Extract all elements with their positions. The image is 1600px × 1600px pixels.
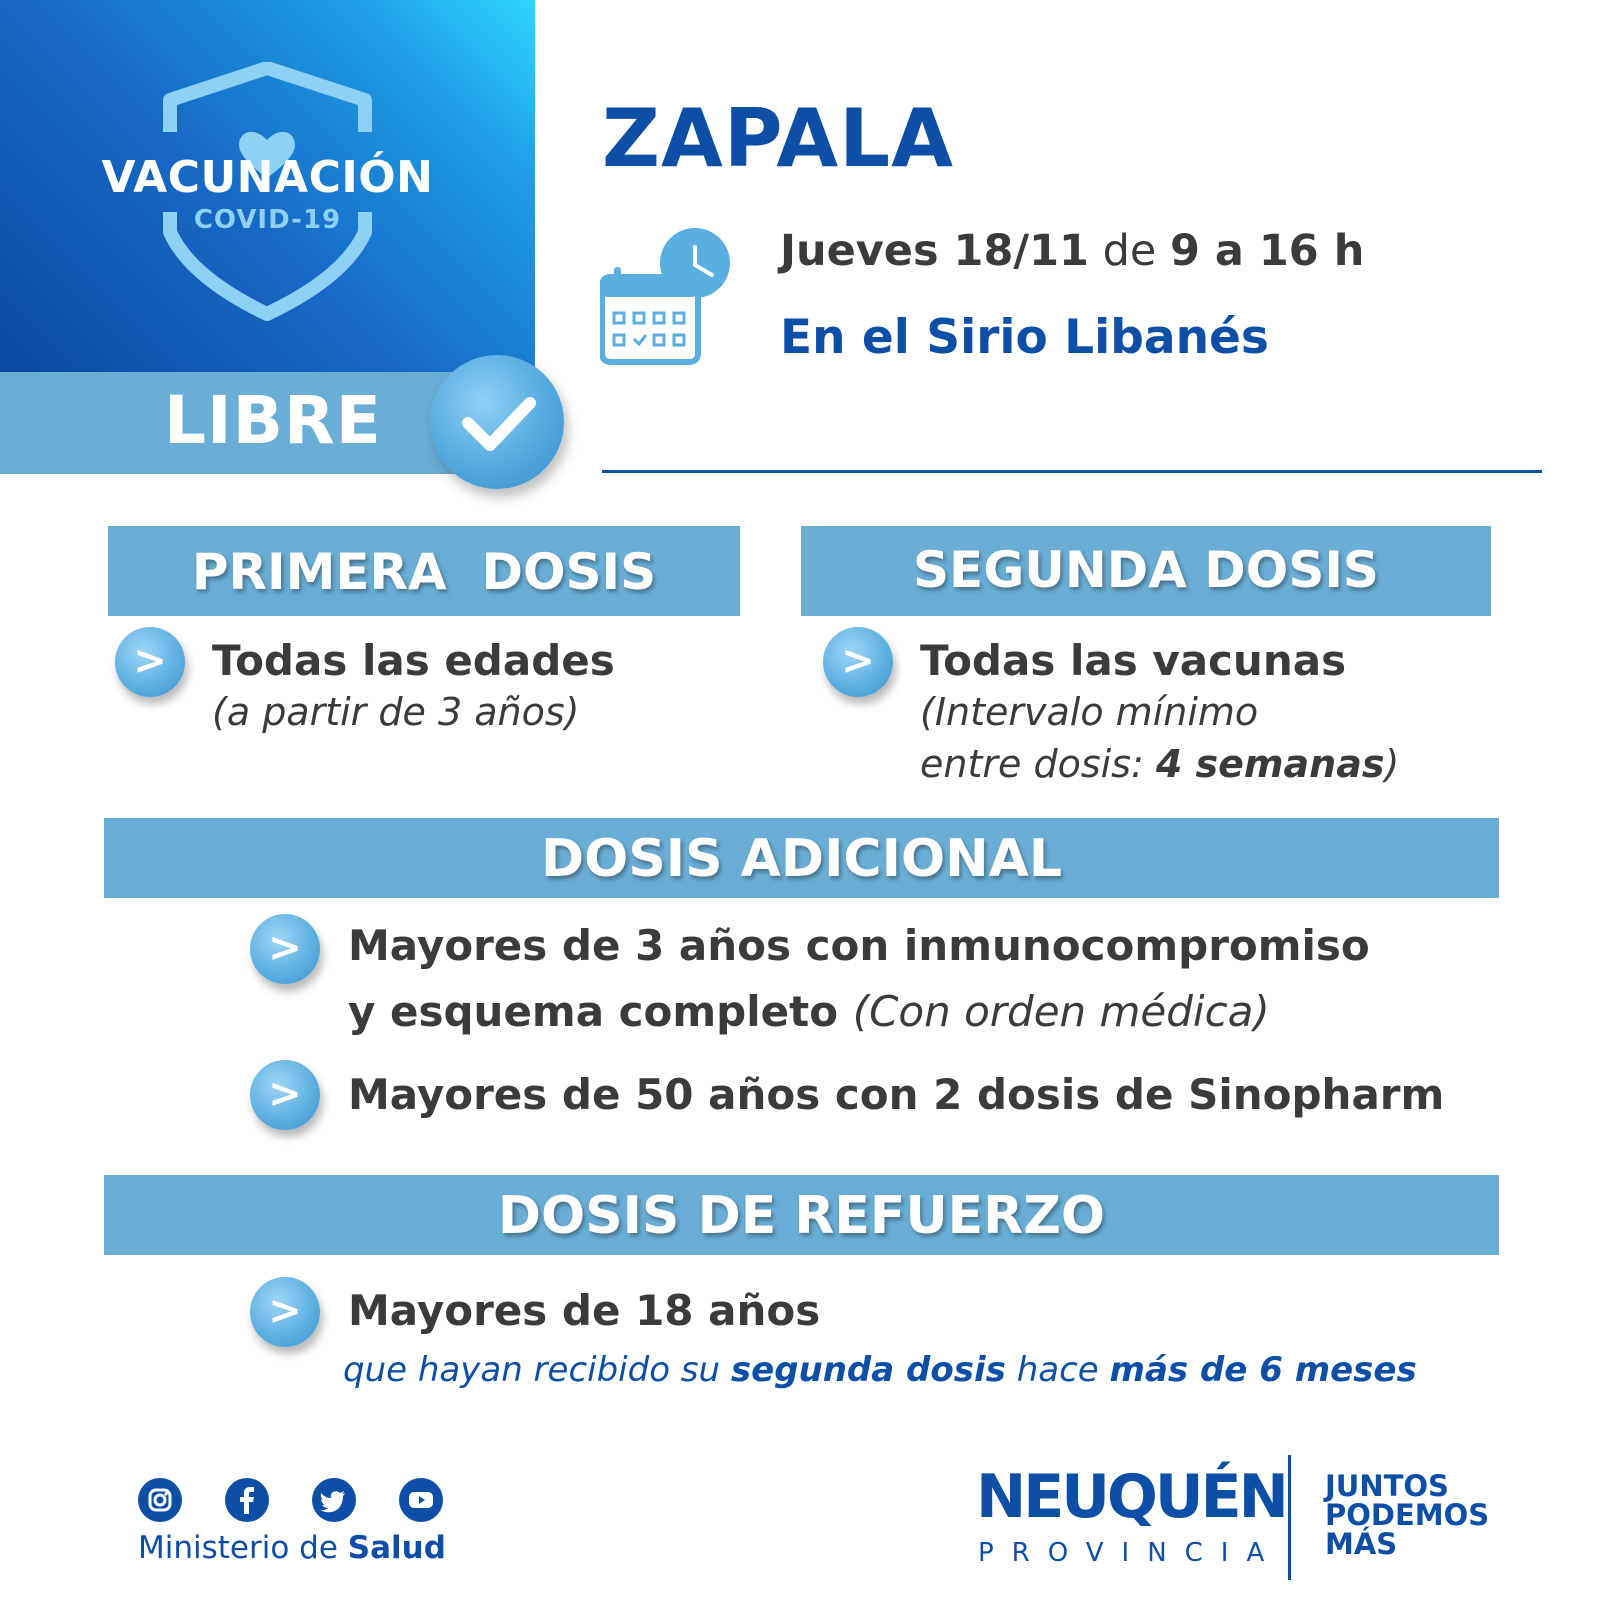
arrow-icon: > bbox=[823, 627, 893, 697]
youtube-icon[interactable] bbox=[399, 1478, 443, 1522]
primera-note: (a partir de 3 años) bbox=[212, 690, 580, 734]
refuerzo-note-c: hace bbox=[1005, 1350, 1110, 1390]
libre-label: LIBRE bbox=[164, 382, 382, 459]
refuerzo-note bbox=[343, 1350, 1417, 1390]
primera-dosis-header: PRIMERA DOSIS bbox=[108, 526, 740, 616]
twitter-icon[interactable] bbox=[312, 1478, 356, 1522]
segunda-note-bold: 4 semanas bbox=[1155, 742, 1385, 786]
segunda-item: Todas las vacunas bbox=[920, 636, 1347, 685]
dosis-adicional-header: DOSIS ADICIONAL bbox=[104, 818, 1499, 898]
arrow-icon: > bbox=[250, 1277, 320, 1347]
arrow-icon: > bbox=[250, 914, 320, 984]
segunda-note-line1: (Intervalo mínimo bbox=[920, 690, 1259, 734]
adicional-item1-line2 bbox=[348, 987, 1270, 1036]
vaccination-title: VACUNACIÓN bbox=[101, 152, 434, 203]
slogan bbox=[1325, 1469, 1490, 1561]
instagram-icon[interactable] bbox=[138, 1478, 182, 1522]
city-title: ZAPALA bbox=[602, 92, 955, 185]
checkmark-icon bbox=[430, 355, 564, 489]
footer-divider bbox=[1288, 1455, 1291, 1580]
segunda-note-post: ) bbox=[1384, 742, 1400, 786]
date-hours: 9 a 16 h bbox=[1170, 226, 1365, 276]
refuerzo-note-d: más de 6 meses bbox=[1109, 1350, 1417, 1390]
segunda-note-line2 bbox=[920, 742, 1399, 786]
slogan-line2: PODEMOS bbox=[1325, 1498, 1490, 1532]
adicional-item1-note: (Con orden médica) bbox=[852, 987, 1270, 1036]
arrow-icon: > bbox=[250, 1060, 320, 1130]
refuerzo-note-a: que hayan recibido su bbox=[343, 1350, 731, 1390]
date-day: Jueves 18/11 bbox=[780, 226, 1089, 276]
adicional-item1-line1: Mayores de 3 años con inmunocompromiso bbox=[348, 921, 1370, 970]
arrow-icon: > bbox=[115, 627, 185, 697]
refuerzo-item: Mayores de 18 años bbox=[348, 1286, 821, 1335]
segunda-dosis-header: SEGUNDA DOSIS bbox=[801, 526, 1491, 616]
date-time bbox=[780, 226, 1364, 276]
calendar-clock-icon bbox=[600, 225, 735, 365]
ministerio-pre: Ministerio de bbox=[138, 1530, 348, 1566]
adicional-item1-strong: y esquema completo bbox=[348, 987, 839, 1036]
dosis-refuerzo-header: DOSIS DE REFUERZO bbox=[104, 1175, 1499, 1255]
header-divider bbox=[602, 470, 1542, 473]
provincia-label: PROVINCIA bbox=[978, 1538, 1283, 1568]
date-connector: de bbox=[1102, 226, 1157, 276]
adicional-item2: Mayores de 50 años con 2 dosis de Sinopharm bbox=[348, 1070, 1445, 1119]
slogan-line1: JUNTOS bbox=[1325, 1469, 1449, 1503]
facebook-icon[interactable] bbox=[225, 1478, 269, 1522]
ministerio-label bbox=[138, 1530, 446, 1566]
ministerio-bold: Salud bbox=[347, 1530, 446, 1566]
neuquen-logo: NEUQUÉN bbox=[976, 1462, 1286, 1532]
refuerzo-note-b: segunda dosis bbox=[730, 1350, 1006, 1390]
slogan-line3: MÁS bbox=[1325, 1527, 1398, 1561]
primera-item: Todas las edades bbox=[212, 636, 615, 685]
venue: En el Sirio Libanés bbox=[780, 310, 1269, 365]
segunda-note-pre: entre dosis: bbox=[920, 742, 1156, 786]
covid-subtitle: COVID-19 bbox=[193, 205, 342, 235]
